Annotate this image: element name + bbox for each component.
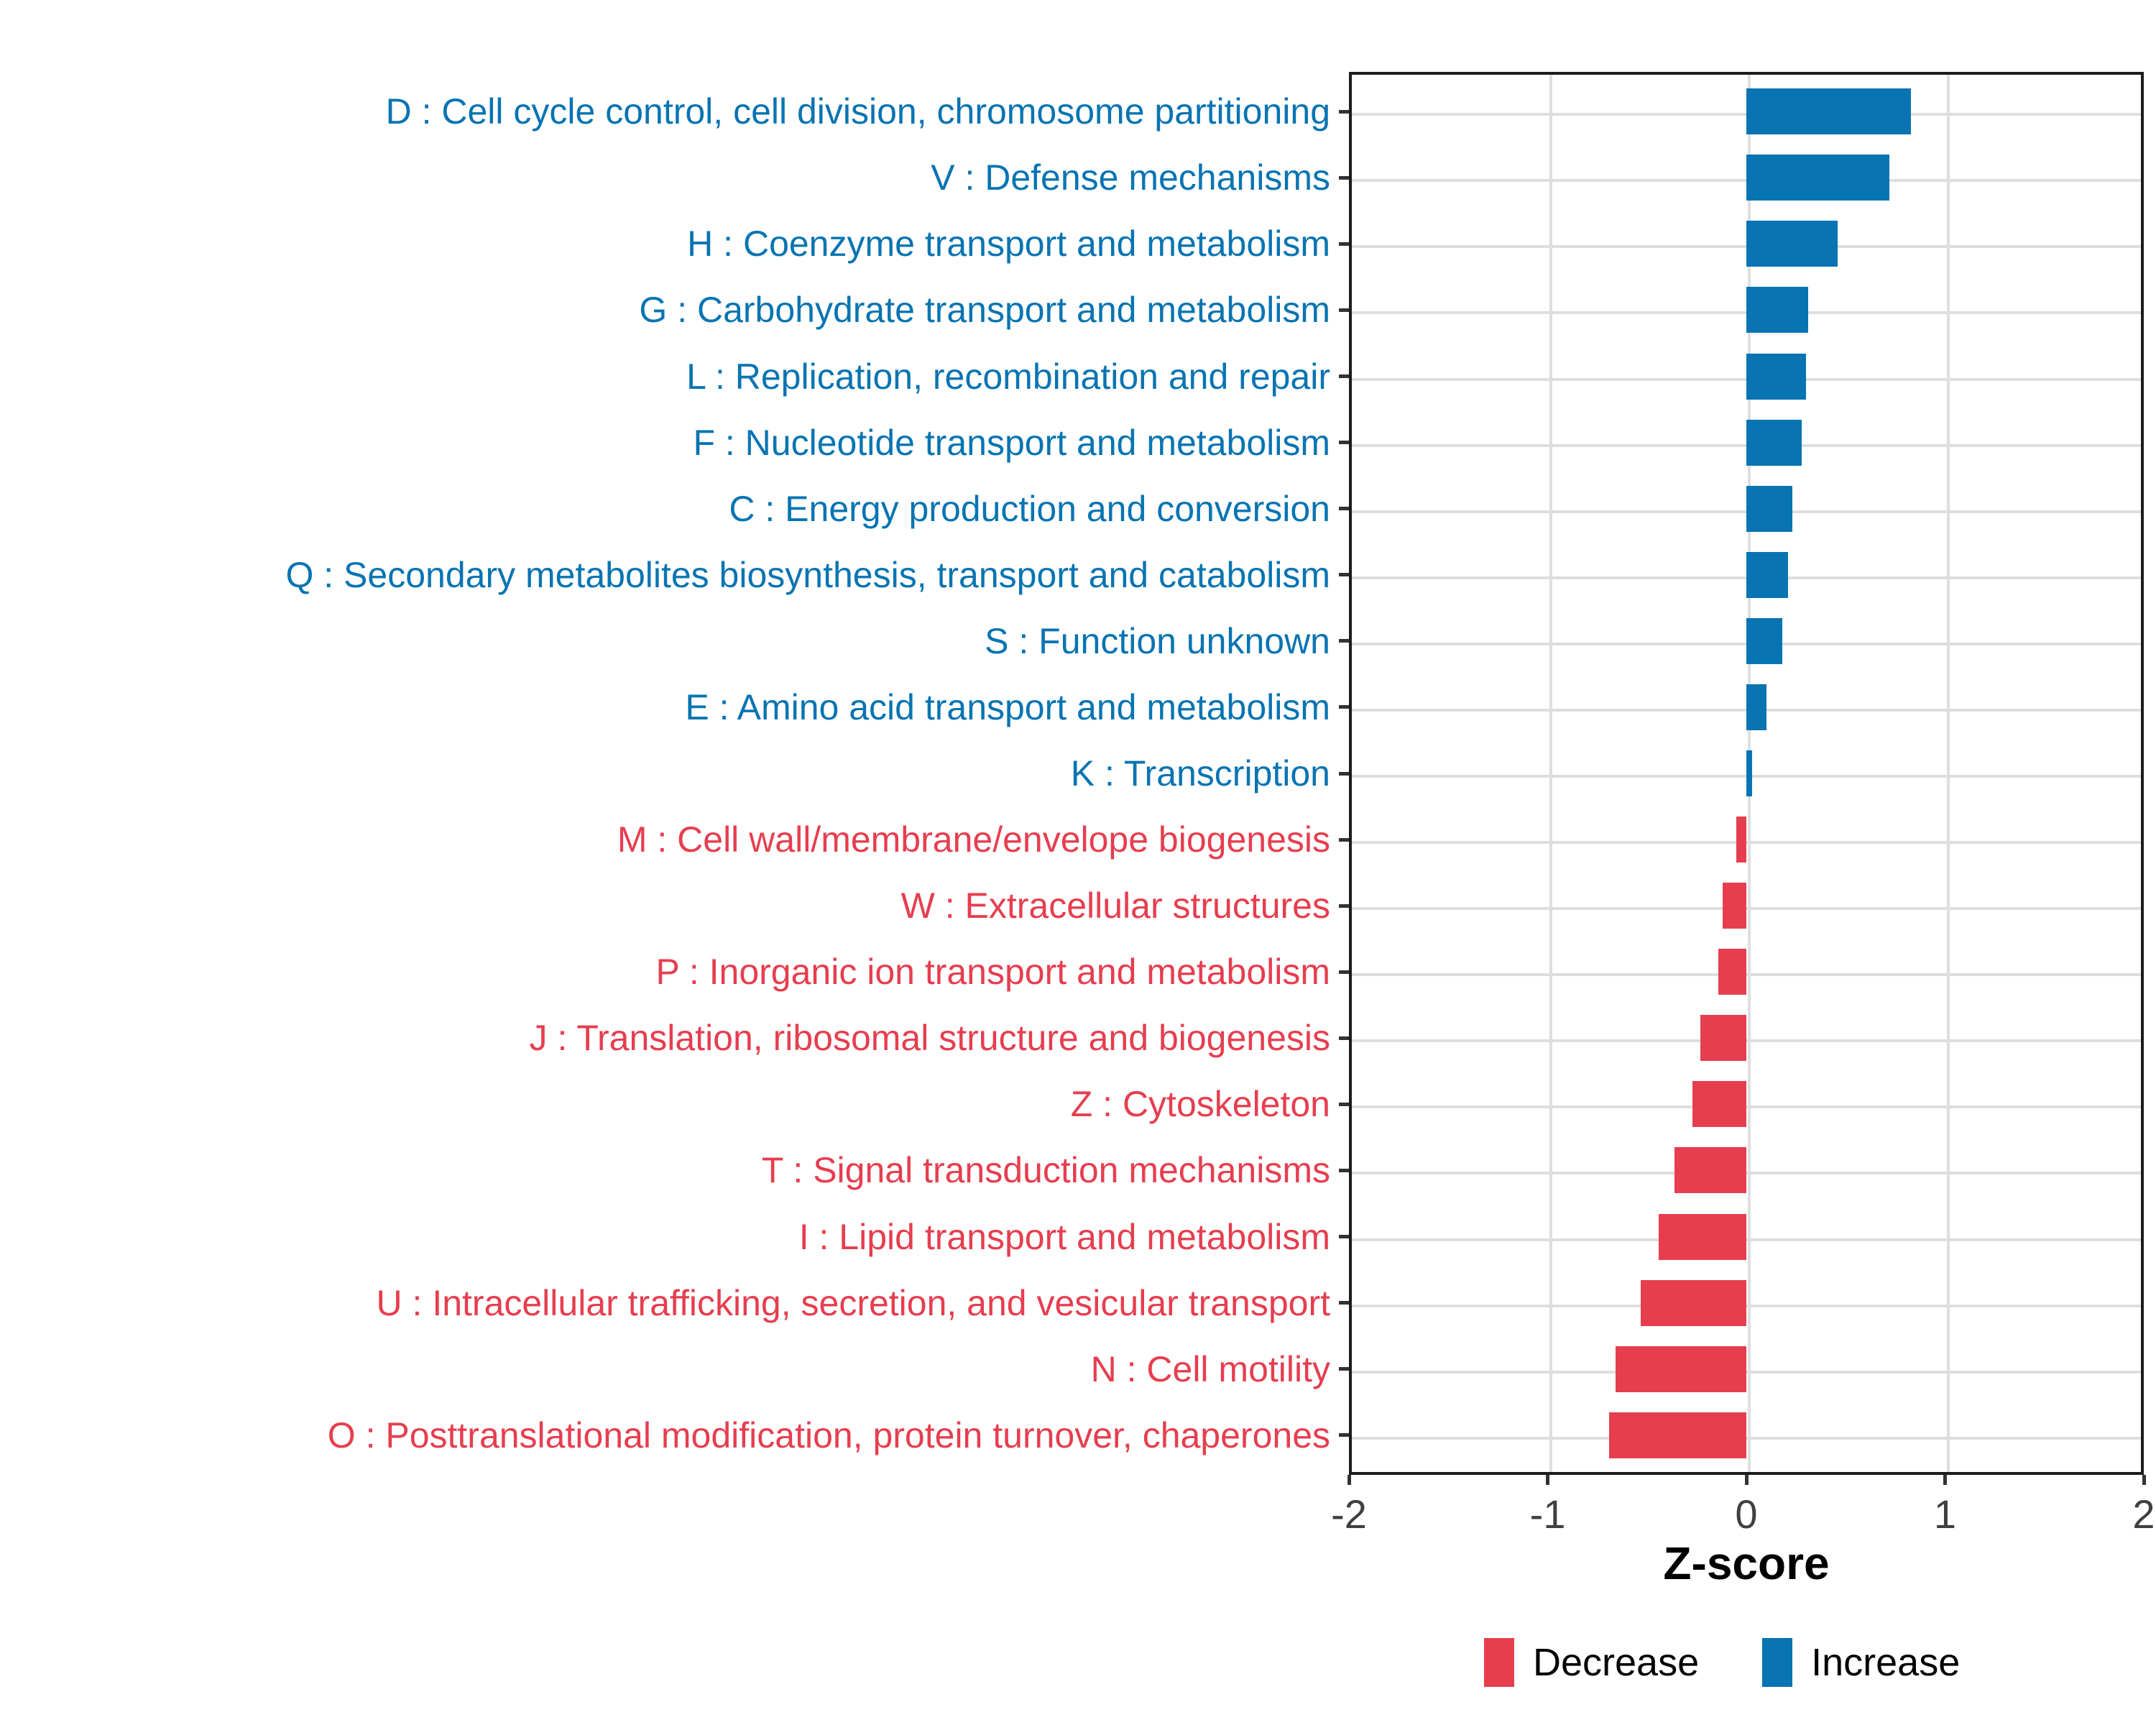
category-label: D : Cell cycle control, cell division, chromosome partitioning: [385, 91, 1330, 132]
y-axis-tick: [1339, 110, 1349, 114]
increase-swatch: [1762, 1638, 1792, 1687]
category-label: Z : Cytoskeleton: [1070, 1084, 1330, 1125]
x-axis-tick-label: -2: [1331, 1491, 1367, 1537]
gridline-horizontal: [1352, 1305, 2141, 1307]
x-axis-tick-label: 0: [1735, 1491, 1758, 1537]
gridline-horizontal: [1352, 1437, 2141, 1440]
x-axis-tick: [1745, 1475, 1749, 1485]
category-label: G : Carbohydrate transport and metabolism: [639, 290, 1330, 331]
bar-I: [1659, 1214, 1746, 1260]
x-axis-tick: [1943, 1475, 1947, 1485]
bar-U: [1641, 1280, 1746, 1326]
bar-N: [1616, 1346, 1746, 1392]
bar-J: [1700, 1015, 1746, 1061]
y-axis-tick: [1339, 1036, 1349, 1040]
y-axis-tick: [1339, 374, 1349, 378]
category-label: J : Translation, ribosomal structure and biogenesis: [529, 1018, 1330, 1059]
plot-panel: [1349, 72, 2144, 1475]
x-axis-tick-label: -1: [1529, 1491, 1566, 1537]
legend-label-decrease: Decrease: [1533, 1641, 1700, 1684]
category-label: O : Posttranslational modification, protein turnover, chaperones: [327, 1414, 1330, 1455]
category-label: H : Coenzyme transport and metabolism: [687, 224, 1330, 264]
y-axis-tick: [1339, 1367, 1349, 1371]
gridline-horizontal: [1352, 1039, 2141, 1042]
y-axis-tick: [1339, 1169, 1349, 1172]
bar-T: [1674, 1147, 1746, 1193]
gridline-horizontal: [1352, 1105, 2141, 1108]
bar-L: [1746, 354, 1806, 400]
bar-K: [1746, 750, 1752, 796]
category-label: V : Defense mechanisms: [931, 157, 1330, 198]
bar-G: [1746, 287, 1808, 333]
category-label: F : Nucleotide transport and metabolism: [693, 422, 1330, 463]
y-axis-tick: [1339, 441, 1349, 444]
y-axis-tick: [1339, 904, 1349, 908]
x-axis-tick-label: 2: [2132, 1491, 2155, 1537]
category-label: W : Extracellular structures: [900, 886, 1330, 926]
x-axis-tick: [2142, 1475, 2146, 1485]
gridline-horizontal: [1352, 1238, 2141, 1241]
category-label: I : Lipid transport and metabolism: [798, 1216, 1330, 1257]
category-label: M : Cell wall/membrane/envelope biogenesis: [617, 819, 1330, 860]
legend-item-decrease: [1484, 1638, 1699, 1687]
bar-C: [1746, 486, 1792, 532]
bar-D: [1746, 88, 1911, 134]
decrease-swatch: [1484, 1638, 1514, 1687]
y-axis-tick: [1339, 176, 1349, 180]
gridline-horizontal: [1352, 1371, 2141, 1374]
bar-V: [1746, 155, 1889, 201]
x-axis-title: Z-score: [1663, 1537, 1830, 1589]
y-axis-tick: [1339, 308, 1349, 312]
y-axis-tick: [1339, 242, 1349, 246]
bar-Q: [1746, 552, 1788, 598]
y-axis-tick: [1339, 639, 1349, 643]
category-label: L : Replication, recombination and repair: [686, 356, 1330, 397]
category-label: K : Transcription: [1070, 753, 1330, 794]
gridline-vertical: [1947, 75, 1950, 1472]
y-axis-tick: [1339, 1433, 1349, 1437]
gridline-horizontal: [1352, 907, 2141, 910]
category-label: C : Energy production and conversion: [729, 488, 1330, 529]
legend-item-increase: [1762, 1638, 1960, 1687]
y-axis-tick: [1339, 838, 1349, 842]
gridline-horizontal: [1352, 841, 2141, 844]
bar-W: [1723, 883, 1746, 929]
y-axis-tick: [1339, 1103, 1349, 1106]
category-label: S : Function unknown: [985, 620, 1330, 661]
gridline-vertical: [1549, 75, 1552, 1472]
bar-F: [1746, 420, 1802, 466]
y-axis-tick: [1339, 573, 1349, 576]
y-axis-tick: [1339, 1235, 1349, 1238]
gridline-horizontal: [1352, 973, 2141, 976]
category-label: T : Signal transduction mechanisms: [761, 1150, 1330, 1191]
bar-E: [1746, 684, 1766, 730]
category-label: N : Cell motility: [1090, 1348, 1330, 1389]
y-axis-tick: [1339, 1301, 1349, 1305]
bar-S: [1746, 618, 1782, 664]
bar-H: [1746, 221, 1838, 267]
category-label: U : Intracellular trafficking, secretion, and vesicular transport: [376, 1282, 1330, 1323]
category-label: Q : Secondary metabolites biosynthesis, transport and catabolism: [285, 554, 1330, 595]
bar-O: [1609, 1412, 1746, 1458]
y-axis-tick: [1339, 772, 1349, 776]
legend: [1484, 1637, 1960, 1688]
y-axis-tick: [1339, 507, 1349, 510]
y-axis-tick: [1339, 970, 1349, 974]
bar-Z: [1692, 1081, 1746, 1127]
x-axis-tick-label: 1: [1933, 1491, 1957, 1537]
bar-M: [1736, 816, 1746, 862]
bar-P: [1718, 949, 1746, 995]
x-axis-tick: [1546, 1475, 1549, 1485]
category-label: E : Amino acid transport and metabolism: [685, 686, 1330, 727]
gridline-horizontal: [1352, 1172, 2141, 1174]
legend-label-increase: Increase: [1811, 1641, 1961, 1684]
y-axis-tick: [1339, 705, 1349, 709]
category-label: P : Inorganic ion transport and metabolism: [655, 952, 1330, 993]
x-axis-tick: [1348, 1475, 1351, 1485]
